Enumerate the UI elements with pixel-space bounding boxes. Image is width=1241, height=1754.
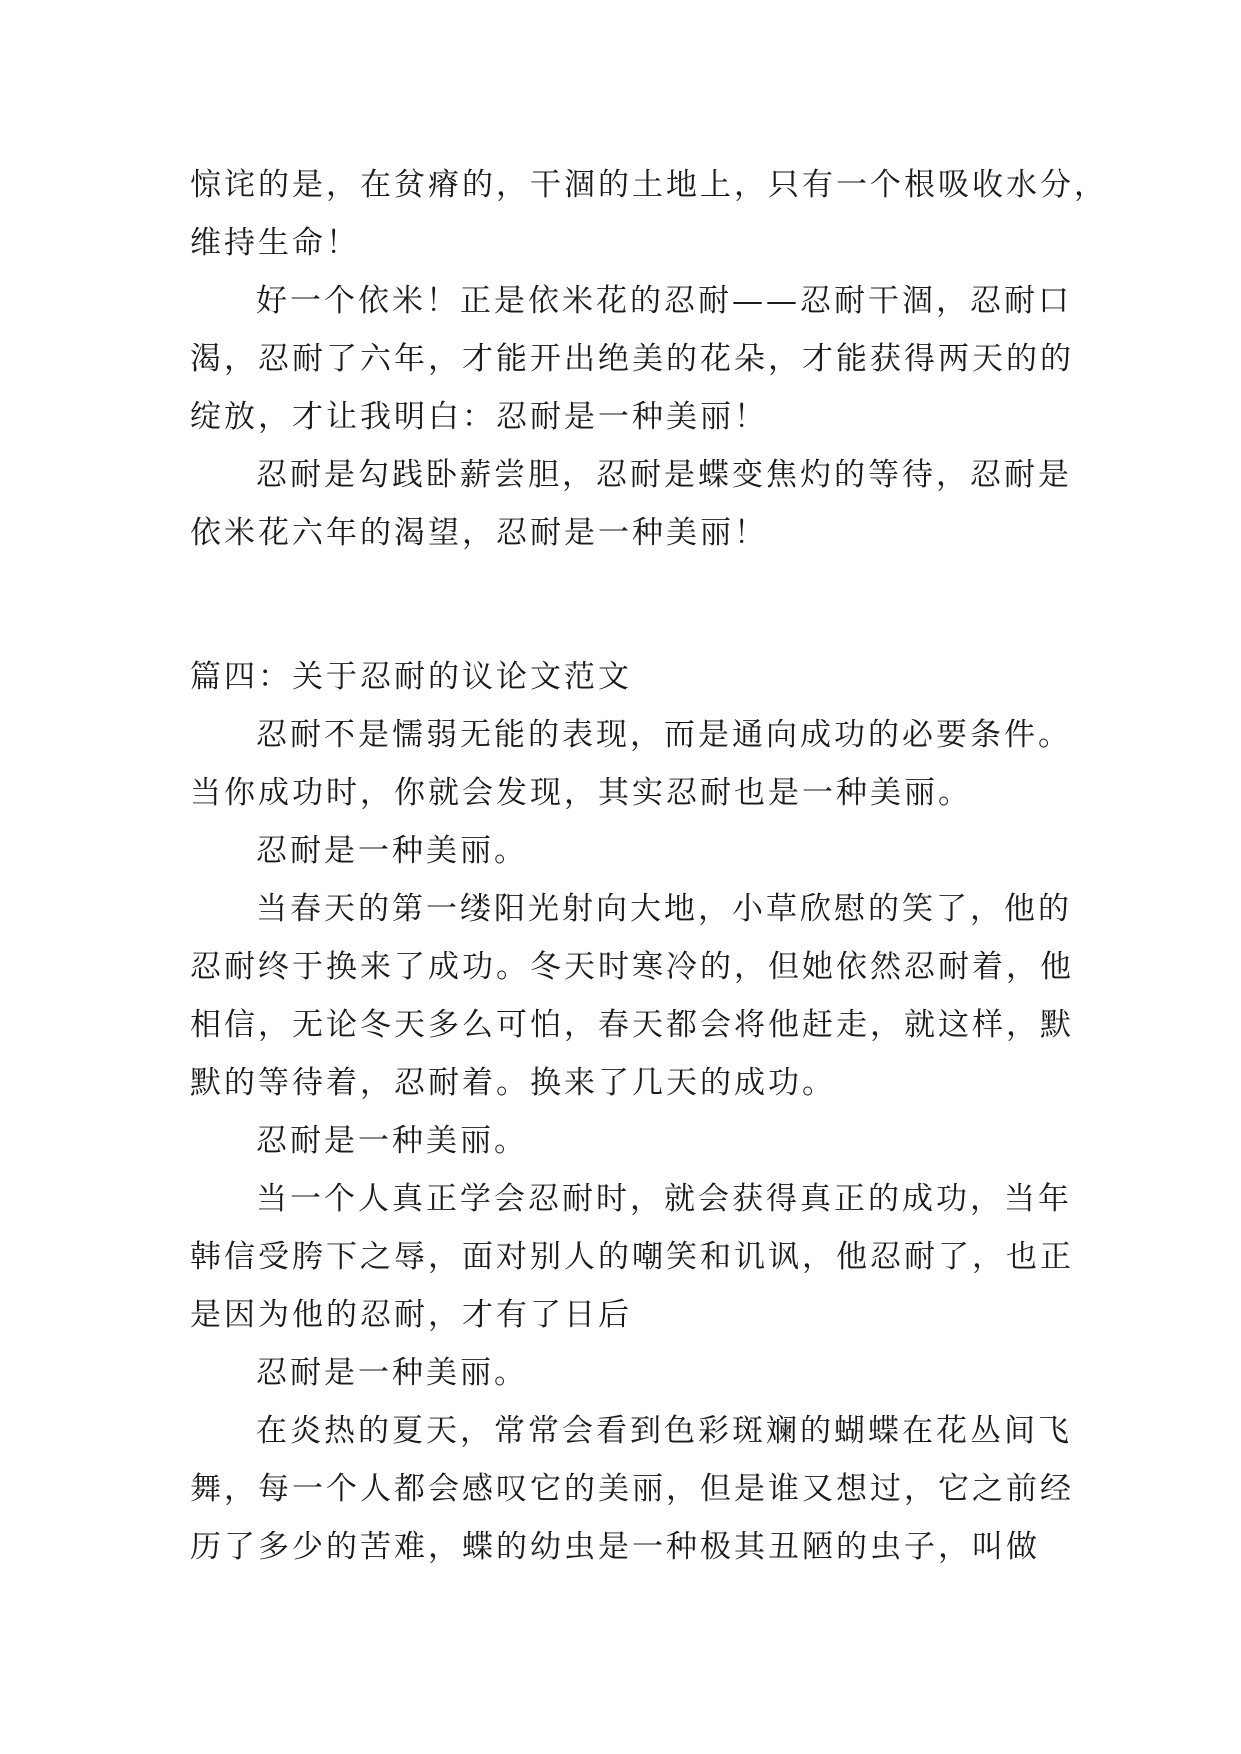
text-line: 舞，每一个人都会感叹它的美丽，但是谁又想过，它之前经 xyxy=(190,1471,1074,1507)
text-line: 默的等待着，忍耐着。换来了几天的成功。 xyxy=(190,1065,836,1101)
text-line: 忍耐不是懦弱无能的表现，而是通向成功的必要条件。 xyxy=(256,717,1072,753)
top-paragraphs xyxy=(190,156,1108,562)
paragraph xyxy=(190,822,1070,880)
text-line: 绽放，才让我明白：忍耐是一种美丽！ xyxy=(190,399,768,435)
paragraph xyxy=(190,1402,1074,1576)
text-line: 渴，忍耐了六年，才能开出绝美的花朵，才能获得两天的的 xyxy=(190,341,1074,377)
document-body xyxy=(190,156,1108,1576)
text-line: 历了多少的苦难，蝶的幼虫是一种极其丑陋的虫子，叫做 xyxy=(190,1529,1040,1565)
paragraph xyxy=(190,1344,1070,1402)
section-paragraphs xyxy=(190,706,1074,1576)
text-line: 忍耐是一种美丽。 xyxy=(256,1355,528,1391)
text-line: 韩信受胯下之辱，面对别人的嘲笑和讥讽，他忍耐了，也正 xyxy=(190,1239,1074,1275)
text-line: 忍耐是一种美丽。 xyxy=(256,1123,528,1159)
paragraph xyxy=(190,706,1070,822)
section-title: 篇四：关于忍耐的议论文范文 xyxy=(190,659,632,695)
text-line: 在炎热的夏天，常常会看到色彩斑斓的蝴蝶在花丛间飞 xyxy=(256,1413,1072,1449)
text-line: 当一个人真正学会忍耐时，就会获得真正的成功，当年 xyxy=(256,1181,1072,1217)
paragraph xyxy=(190,272,1074,446)
text-line: 当你成功时，你就会发现，其实忍耐也是一种美丽。 xyxy=(190,775,972,811)
text-line: 忍耐是一种美丽。 xyxy=(256,833,528,869)
paragraph xyxy=(190,156,1108,272)
text-line: 好一个依米！正是依米花的忍耐——忍耐干涸，忍耐口 xyxy=(256,283,1072,319)
text-line: 当春天的第一缕阳光射向大地，小草欣慰的笑了，他的 xyxy=(256,891,1072,927)
text-line: 忍耐终于换来了成功。冬天时寒冷的，但她依然忍耐着，他 xyxy=(190,949,1074,985)
section-gap xyxy=(190,562,1070,648)
text-line: 维持生命！ xyxy=(190,225,360,261)
text-line: 相信，无论冬天多么可怕，春天都会将他赶走，就这样，默 xyxy=(190,1007,1074,1043)
paragraph xyxy=(190,880,1074,1112)
paragraph xyxy=(190,446,1070,562)
text-line: 忍耐是勾践卧薪尝胆，忍耐是蝶变焦灼的等待，忍耐是 xyxy=(256,457,1072,493)
text-line: 依米花六年的渴望，忍耐是一种美丽！ xyxy=(190,515,768,551)
text-line: 是因为他的忍耐，才有了日后 xyxy=(190,1297,632,1333)
paragraph xyxy=(190,1170,1074,1344)
paragraph xyxy=(190,1112,1070,1170)
text-line: 惊诧的是，在贫瘠的，干涸的土地上，只有一个根吸收水分， xyxy=(190,167,1108,203)
